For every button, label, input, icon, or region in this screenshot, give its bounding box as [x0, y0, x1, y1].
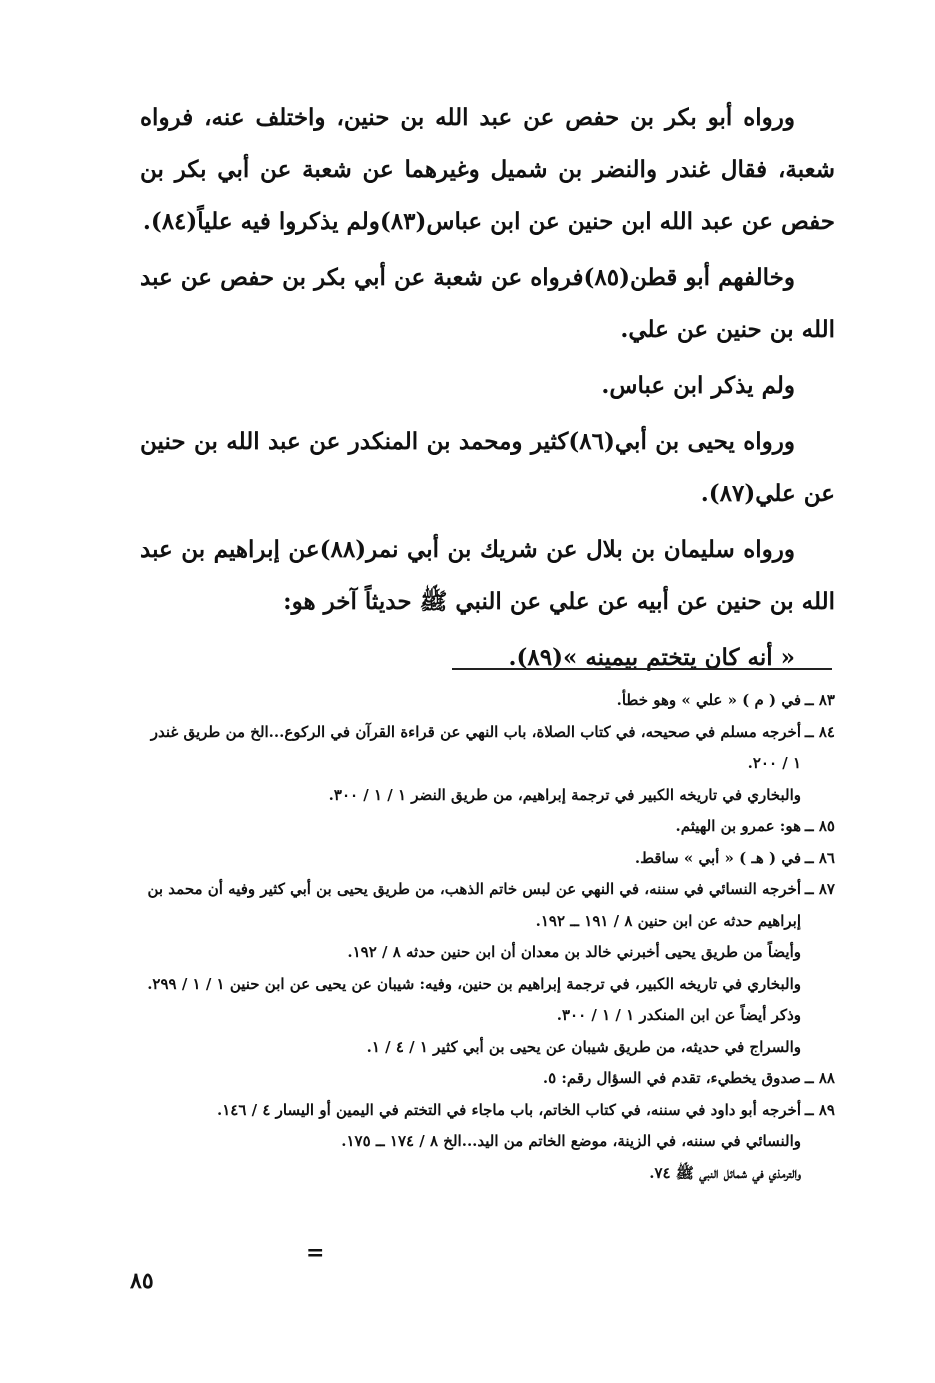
page-number: ٨٥ [130, 1268, 154, 1294]
footnote-text: هو: عمرو بن الهيثم. [675, 817, 801, 835]
quoted-hadith: « أنه كان يتختم بيمينه »(٨٩). [508, 644, 795, 671]
footnote-text: أخرجه مسلم في صحيحه، في كتاب الصلاة، باب النهي عن قراءة القرآن في الركوع...الخ من طريق غندر ١ / ٢٠٠. [150, 722, 801, 772]
footnote-87 [140, 874, 835, 937]
footnote-84-continuation: والبخاري في تاريخه الكبير في ترجمة إبراهيم، من طريق النضر ١ / ١ / ٣٠٠. [328, 785, 801, 804]
paragraph: ولم يذكر ابن عباس. [601, 372, 795, 399]
footnote-87-continuation: وأيضاً من طريق يحيى أخبرني خالد بن معدان أن ابن حنين حدثه ٨ / ١٩٢. [347, 943, 801, 961]
footnote-89-continuation: والترمذي في شمائل النبي ﷺ ٧٤. [649, 1163, 801, 1182]
footnote-text: أخرجه أبو داود في سننه، في كتاب الخاتم، باب ماجاء في التختم في اليمين أو اليسار ٤ / ١٤٦. [217, 1100, 801, 1119]
footnote-number: ٨٤ ــ [804, 722, 835, 741]
footnote-text: في ( هـ ) « أبي » ساقط. [634, 848, 801, 867]
continuation-mark: = [306, 1240, 325, 1266]
footnotes [140, 685, 835, 1189]
paragraph: وخالفهم أبو قطن(٨٥)فرواه عن شعبة عن أبي بكر بن حفص عن عبد الله بن حنين عن علي. [140, 264, 835, 343]
footnote-86 [140, 843, 835, 875]
footnote-number: ٨٦ ــ [804, 848, 835, 867]
footnote-text: في ( م ) « علي » وهو خطأ. [616, 691, 801, 709]
paragraph: ورواه سليمان بن بلال عن شريك بن أبي نمر(٨٨)عن إبراهيم بن عبد الله بن حنين عن أبيه عن علي عن النبي ﷺ حديثاً آخر هو: [140, 536, 835, 615]
footnote-87-continuation: والبخاري في تاريخه الكبير، في ترجمة إبراهيم بن حنين، وفيه: شيبان عن يحيى عن ابن حنين ١ / ١ / ٢٩٩. [147, 974, 801, 993]
footnote-84 [140, 717, 835, 780]
footnote-87-continuation: والسراج في حديثه، من طريق شيبان عن يحيى بن أبي كثير ١ / ٤ / ١. [366, 1037, 801, 1056]
footnote-87-continuation: وذكر أيضاً عن ابن المنكدر ١ / ١ / ٣٠٠. [556, 1006, 801, 1024]
footnote-89 [140, 1095, 835, 1127]
footnote-number: ٨٣ ــ [804, 691, 835, 709]
footnote-number: ٨٥ ــ [804, 817, 835, 835]
footnote-separator [452, 668, 832, 670]
paragraph: ورواه يحيى بن أبي(٨٦)كثير ومحمد بن المنكدر عن عبد الله بن حنين عن علي(٨٧). [140, 428, 835, 507]
footnote-83 [140, 685, 835, 717]
footnote-89-continuation: والنسائي في سننه، في الزينة، موضع الخاتم من اليد...الخ ٨ / ١٧٤ ــ ١٧٥. [341, 1132, 801, 1150]
main-text [140, 92, 835, 688]
footnote-number: ٨٩ ــ [804, 1100, 835, 1119]
footnote-number: ٨٧ ــ [804, 880, 835, 898]
footnote-number: ٨٨ ــ [804, 1069, 835, 1087]
footnote-text: أخرجه النسائي في سننه، في النهي عن لبس خاتم الذهب، من طريق يحيى بن أبي كثير وفيه أن محمد بن إبراهيم حدثه عن ابن حنين ٨ / ١٩١ ــ ١٩٢. [147, 880, 801, 930]
footnote-text: صدوق يخطيء، تقدم في السؤال رقم: ٥. [542, 1069, 801, 1087]
paragraph: ورواه أبو بكر بن حفص عن عبد الله بن حنين، واختلف عنه، فرواه شعبة، فقال غندر والنضر بن شميل وغيرهما عن شعبة عن أبي بكر بن حفص عن عبد الله ابن حنين عن ابن عباس(٨٣)ولم يذكروا فيه علياً(٨٤). [140, 104, 835, 235]
footnote-85 [140, 811, 835, 843]
footnote-88 [140, 1063, 835, 1095]
